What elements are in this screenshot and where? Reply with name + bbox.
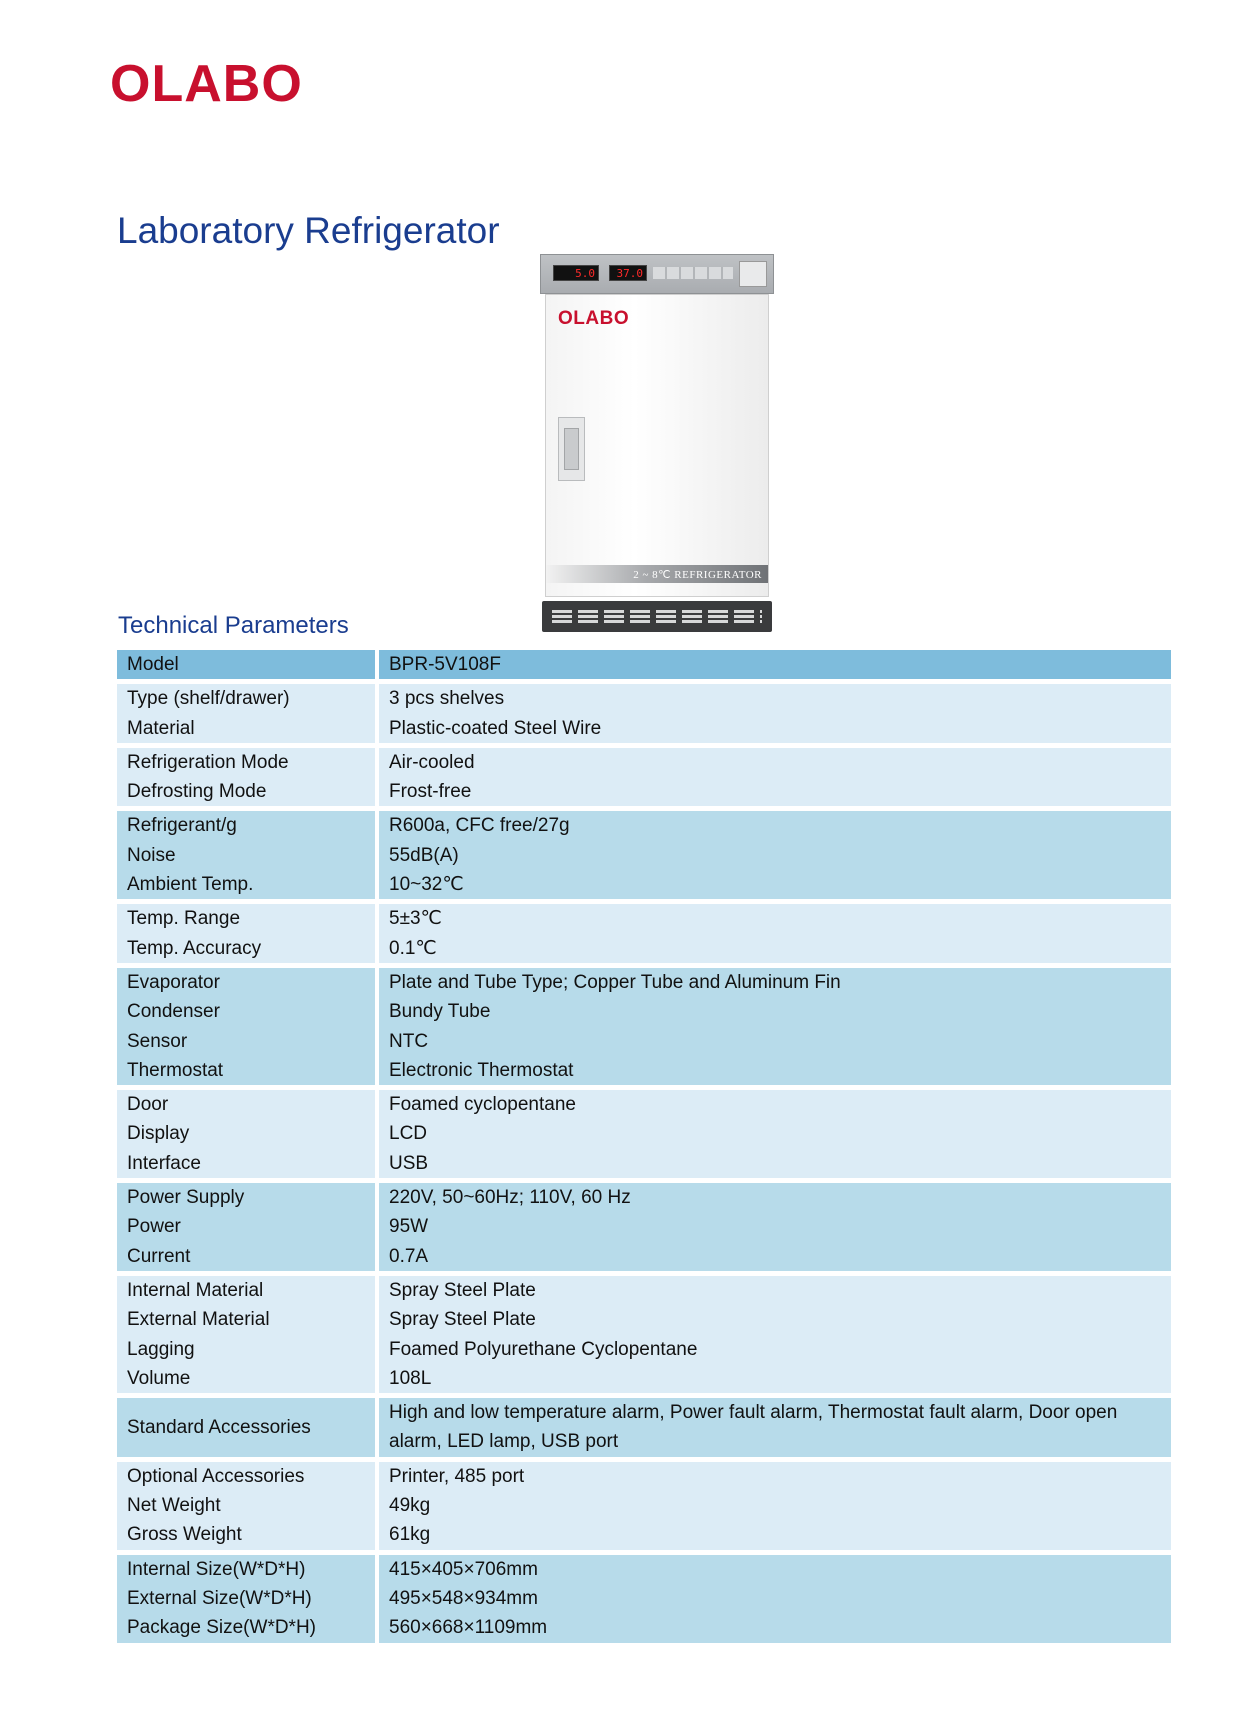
spec-label: Display	[127, 1123, 190, 1145]
spec-keys	[117, 1276, 375, 1393]
door-band	[546, 565, 768, 583]
spec-values	[379, 1462, 1171, 1550]
spec-label: Interface	[127, 1152, 201, 1174]
spec-label: Evaporator	[127, 971, 220, 993]
spec-label: Ambient Temp.	[127, 874, 254, 896]
spec-keys	[117, 1555, 375, 1643]
spec-label: Model	[127, 654, 179, 675]
spec-label: Defrosting Mode	[127, 781, 267, 803]
spec-value: Air-cooled	[389, 751, 475, 773]
spec-values	[379, 1183, 1171, 1271]
spec-group	[117, 1183, 1171, 1271]
spec-values	[379, 1398, 1171, 1457]
spec-values	[379, 968, 1171, 1085]
spec-value: Plastic-coated Steel Wire	[389, 717, 602, 739]
spec-keys	[117, 968, 375, 1085]
spec-label: Power	[127, 1216, 181, 1238]
control-panel	[540, 254, 774, 294]
spec-label: Noise	[127, 844, 176, 866]
spec-label: External Size(W*D*H)	[127, 1587, 312, 1609]
spec-group	[117, 1555, 1171, 1643]
spec-label: Sensor	[127, 1030, 188, 1052]
spec-label: Volume	[127, 1367, 191, 1389]
spec-table	[117, 650, 1171, 1648]
spec-label: Thermostat	[127, 1059, 224, 1081]
section-title: Technical Parameters	[118, 612, 349, 639]
spec-value: Foamed Polyurethane Cyclopentane	[389, 1338, 698, 1360]
spec-value: BPR-5V108F	[389, 654, 501, 675]
spec-label: Package Size(W*D*H)	[127, 1617, 316, 1639]
spec-value: 10~32℃	[389, 874, 464, 896]
spec-values	[379, 650, 1171, 679]
spec-label: Refrigerant/g	[127, 815, 237, 837]
spec-keys	[117, 1183, 375, 1271]
spec-value: Bundy Tube	[389, 1001, 491, 1023]
spec-values	[379, 748, 1171, 807]
spec-value: High and low temperature alarm, Power fault alarm, Thermostat fault alarm, Door open alarm, LED lamp, USB port	[389, 1402, 1118, 1453]
temperature-display: 5.0	[553, 265, 599, 281]
spec-value: 5±3℃	[389, 908, 442, 930]
spec-group	[117, 1398, 1171, 1457]
spec-group	[117, 748, 1171, 807]
page-title: Laboratory Refrigerator	[117, 210, 500, 251]
spec-keys	[117, 650, 375, 679]
spec-label: Lagging	[127, 1338, 195, 1360]
spec-group	[117, 1462, 1171, 1550]
spec-value: Frost-free	[389, 781, 472, 803]
panel-label-sticker	[739, 261, 767, 287]
spec-label: Internal Material	[127, 1279, 264, 1301]
fridge-base	[542, 601, 772, 632]
spec-label: Power Supply	[127, 1187, 245, 1209]
spec-value: 0.1℃	[389, 937, 437, 959]
spec-label: Net Weight	[127, 1495, 221, 1517]
spec-label: Type (shelf/drawer)	[127, 688, 290, 710]
spec-value: 220V, 50~60Hz; 110V, 60 Hz	[389, 1187, 631, 1209]
spec-group	[117, 650, 1171, 679]
spec-value: 415×405×706mm	[389, 1558, 538, 1580]
spec-value: 0.7A	[389, 1245, 429, 1267]
spec-keys	[117, 684, 375, 743]
spec-keys	[117, 811, 375, 899]
spec-label: Optional Accessories	[127, 1465, 305, 1487]
spec-value: Foamed cyclopentane	[389, 1094, 576, 1116]
spec-values	[379, 1555, 1171, 1643]
spec-value: 3 pcs shelves	[389, 688, 505, 710]
spec-label: Current	[127, 1245, 191, 1267]
spec-values	[379, 1276, 1171, 1393]
spec-value: LCD	[389, 1123, 428, 1145]
spec-values	[379, 1090, 1171, 1178]
vent-grille	[552, 609, 762, 624]
secondary-display: 37.0	[609, 265, 647, 281]
spec-value: 560×668×1109mm	[389, 1617, 548, 1639]
spec-keys	[117, 1462, 375, 1550]
spec-value: 49kg	[389, 1495, 431, 1517]
spec-group	[117, 811, 1171, 899]
spec-value: 95W	[389, 1216, 429, 1238]
spec-label: Gross Weight	[127, 1524, 242, 1546]
spec-values	[379, 904, 1171, 963]
door-band-label: 2 ~ 8℃ REFRIGERATOR	[633, 569, 762, 581]
spec-label: External Material	[127, 1309, 270, 1331]
spec-value: 55dB(A)	[389, 844, 459, 866]
spec-value: Printer, 485 port	[389, 1465, 525, 1487]
spec-label: Door	[127, 1094, 169, 1116]
spec-keys	[117, 1090, 375, 1178]
spec-value: NTC	[389, 1030, 429, 1052]
spec-group	[117, 1276, 1171, 1393]
panel-buttons	[653, 267, 733, 279]
spec-group	[117, 968, 1171, 1085]
spec-label: Refrigeration Mode	[127, 751, 289, 773]
spec-group	[117, 904, 1171, 963]
spec-label: Material	[127, 717, 195, 739]
brand-logo: OLABO	[110, 55, 303, 113]
spec-keys	[117, 904, 375, 963]
spec-value: R600a, CFC free/27g	[389, 815, 570, 837]
spec-value: Plate and Tube Type; Copper Tube and Aluminum Fin	[389, 971, 841, 993]
spec-label: Condenser	[127, 1001, 220, 1023]
spec-value: 108L	[389, 1367, 432, 1389]
spec-label: Temp. Range	[127, 908, 241, 930]
door-handle	[558, 417, 585, 481]
spec-label: Temp. Accuracy	[127, 937, 262, 959]
spec-group	[117, 1090, 1171, 1178]
spec-group	[117, 684, 1171, 743]
spec-keys	[117, 1398, 375, 1457]
door-logo: OLABO	[558, 308, 630, 329]
spec-values	[379, 684, 1171, 743]
spec-values	[379, 811, 1171, 899]
spec-value: 61kg	[389, 1524, 431, 1546]
spec-value: Spray Steel Plate	[389, 1309, 536, 1331]
spec-label: Standard Accessories	[127, 1416, 311, 1438]
spec-keys	[117, 748, 375, 807]
spec-value: Spray Steel Plate	[389, 1279, 536, 1301]
spec-value: USB	[389, 1152, 429, 1174]
product-image	[540, 254, 774, 632]
spec-label: Internal Size(W*D*H)	[127, 1558, 306, 1580]
spec-value: 495×548×934mm	[389, 1587, 538, 1609]
fridge-door	[545, 294, 769, 597]
spec-value: Electronic Thermostat	[389, 1059, 574, 1081]
